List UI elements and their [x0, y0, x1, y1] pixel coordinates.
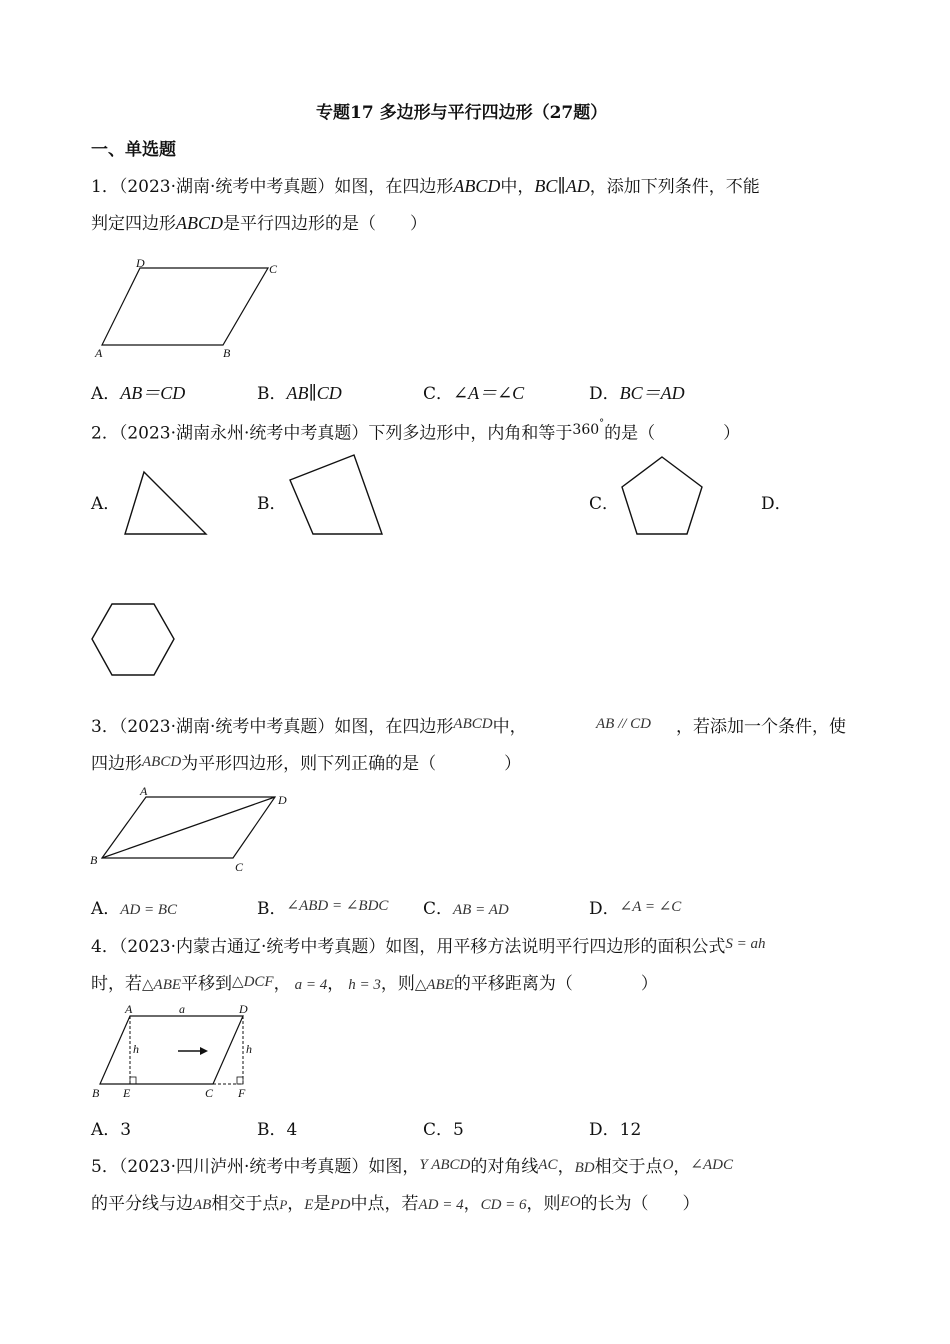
q3-label-b: B — [90, 853, 98, 867]
q4-option-b[interactable] — [257, 1119, 297, 1141]
q4-option-d[interactable] — [589, 1119, 641, 1141]
q1-quad: ABCD — [176, 213, 223, 233]
q5-text: ， — [287, 1194, 305, 1214]
q4-text: 的平移距离为（ ） — [453, 974, 658, 994]
option-letter: D． — [589, 1120, 620, 1140]
page-title: 专题17 多边形与平行四边形（27题） — [316, 103, 608, 123]
q5-ad: AD = 4 — [418, 1197, 464, 1213]
q3-text: 如图，在四边形 — [334, 717, 454, 737]
q4-number: 4． — [91, 937, 119, 957]
q2-quadrilateral — [285, 450, 390, 540]
option-text: 5 — [453, 1120, 464, 1140]
q5-text: 相交于点 — [594, 1157, 663, 1177]
q4-label-b: B — [92, 1086, 100, 1100]
q1-source: （2023·湖南·统考中考真题） — [118, 177, 335, 197]
q4-text: 平移到 — [181, 974, 233, 994]
q2-number: 2． — [91, 423, 119, 444]
q4-label-d: D — [239, 1002, 248, 1016]
option-letter: A． — [91, 384, 121, 404]
q2-source: （2023·湖南永州·统考中考真题） — [118, 423, 369, 444]
q5-line1 — [91, 1156, 733, 1179]
q5-o: O — [662, 1157, 674, 1173]
q4-label-e: E — [123, 1086, 131, 1100]
q1-text: 中， — [500, 177, 535, 197]
option-text: AB∥CD — [286, 383, 342, 403]
q1-text: ，添加下列条件，不能 — [589, 177, 760, 197]
q2-pentagon — [617, 452, 707, 538]
q3-number: 3． — [91, 717, 119, 737]
q3-quad: ABCD — [453, 716, 493, 732]
q3-text: 中， — [492, 717, 527, 737]
section-heading: 一、单选题 — [91, 140, 176, 160]
q2-option-a[interactable]: A． — [91, 494, 121, 514]
q4-label-h-left: h — [133, 1042, 139, 1056]
option-letter: D． — [589, 384, 620, 404]
pentagon-shape — [622, 457, 702, 534]
q5-text: 如图， — [368, 1157, 420, 1177]
q5-text: 的平分线与边 — [91, 1194, 193, 1214]
q3-option-a[interactable] — [91, 898, 177, 921]
q1-parallelogram — [102, 268, 268, 345]
q2-option-d[interactable]: D． — [761, 494, 792, 514]
q1-label-d: D — [136, 256, 145, 270]
option-letter: A． — [91, 899, 121, 919]
q4-triangle-abe: △ABE — [414, 977, 454, 993]
option-letter: D． — [589, 899, 620, 919]
q2-degree-value: 360 — [572, 421, 600, 438]
q3-diagonal-bd — [102, 797, 275, 858]
q4-label-c: C — [205, 1086, 214, 1100]
q1-label-a: A — [95, 346, 103, 360]
q5-pd: PD — [330, 1197, 351, 1213]
q4-label-a: A — [125, 1002, 133, 1016]
q5-text: ， — [557, 1157, 575, 1177]
q3-option-c[interactable] — [423, 898, 509, 921]
q5-e: E — [304, 1197, 314, 1213]
q4-arrow-head — [200, 1047, 208, 1055]
q5-quad: Y ABCD — [419, 1157, 471, 1173]
option-text: 3 — [120, 1120, 132, 1140]
q4-right-angle-e — [130, 1077, 136, 1084]
q1-line1 — [91, 175, 760, 198]
q3-quad: ABCD — [142, 754, 182, 770]
q1-figure — [90, 255, 290, 365]
q1-option-d[interactable] — [589, 382, 685, 405]
q2-triangle — [120, 468, 210, 538]
hexagon-shape — [92, 604, 174, 675]
q3-figure — [88, 782, 308, 877]
q3-text: 为平形四边形，则下列正确的是（ ） — [181, 754, 522, 774]
option-letter: C． — [423, 384, 454, 404]
q4-text: 时，若 — [91, 974, 142, 994]
q5-text: 是 — [313, 1194, 331, 1214]
q4-right-angle-f — [237, 1077, 243, 1084]
q5-text: 相交于点 — [211, 1194, 280, 1214]
q4-source: （2023·内蒙古通辽·统考中考真题） — [118, 937, 386, 957]
q2-hexagon — [88, 600, 178, 680]
q3-line1-end: ，若添加一个条件，使 — [676, 717, 846, 737]
q5-angle: ∠ADC — [690, 1157, 733, 1173]
q3-label-d: D — [278, 793, 287, 807]
q1-number: 1． — [91, 177, 119, 197]
q4-label-f: F — [238, 1086, 246, 1100]
q2-option-b[interactable]: B． — [257, 494, 287, 514]
q4-triangle-dcf: △DCF — [232, 974, 274, 990]
q3-label-a: A — [140, 784, 148, 798]
q1-text: 如图，在四边形 — [334, 177, 454, 197]
q1-text: 是平行四边形的是（ ） — [223, 214, 427, 234]
option-text: BC＝AD — [619, 383, 685, 403]
q4-h-value: h = 3 — [348, 977, 381, 993]
q1-condition: BC∥AD — [534, 176, 590, 196]
q3-condition — [596, 712, 651, 735]
option-text: AD = BC — [120, 902, 178, 918]
option-letter: B． — [257, 384, 287, 404]
q4-a-value: a = 4 — [294, 977, 328, 993]
q1-quad: ABCD — [453, 176, 501, 196]
q1-option-a[interactable] — [91, 382, 185, 405]
q4-formula: S = ah — [725, 936, 766, 952]
q4-text: ， — [327, 974, 345, 994]
q4-line1 — [91, 936, 766, 959]
q2-text: 下列多边形中，内角和等于 — [368, 423, 573, 444]
q3-source: （2023·湖南·统考中考真题） — [118, 717, 335, 737]
option-text: 12 — [619, 1120, 642, 1140]
option-letter: B． — [257, 1120, 287, 1140]
q5-text: ，则 — [526, 1194, 561, 1214]
q4-label-h-right: h — [246, 1042, 252, 1056]
q4-option-a[interactable] — [91, 1119, 131, 1141]
q5-text: 中点，若 — [350, 1194, 419, 1214]
q2-text: 的是（ ） — [604, 423, 741, 444]
q4-triangle-abe: △ABE — [142, 977, 182, 993]
q4-text: ，则 — [380, 974, 415, 994]
q3-condition-text: AB // CD — [596, 716, 651, 732]
q3-line2 — [91, 753, 521, 776]
q1-option-b[interactable] — [257, 382, 342, 405]
option-text: AB＝CD — [120, 383, 186, 403]
q1-line2 — [91, 212, 427, 235]
option-text: AB = AD — [453, 902, 509, 918]
q5-p: P — [279, 1197, 288, 1212]
option-text: 4 — [286, 1120, 298, 1140]
q5-ac: AC — [538, 1157, 558, 1173]
q4-parallelogram — [100, 1016, 243, 1084]
q5-line2 — [91, 1193, 700, 1216]
option-text: ∠A = ∠C — [619, 899, 682, 915]
q5-bd: BD — [574, 1160, 595, 1176]
q5-ab: AB — [193, 1197, 212, 1213]
q3-option-b[interactable] — [257, 898, 388, 921]
q1-text: 判定四边形 — [91, 214, 176, 234]
q4-option-c[interactable] — [423, 1119, 464, 1141]
q4-figure — [88, 1003, 268, 1103]
quadrilateral-shape — [290, 455, 382, 534]
option-letter: B． — [257, 899, 287, 919]
option-text: ∠A＝∠C — [453, 383, 525, 403]
option-text: ∠ABD = ∠BDC — [286, 898, 389, 914]
q1-label-c: C — [269, 262, 278, 276]
q5-cd: CD = 6 — [480, 1197, 527, 1213]
q1-option-c[interactable] — [423, 382, 524, 405]
q3-line1 — [91, 716, 527, 739]
q4-line2 — [91, 973, 658, 996]
q2-option-c[interactable]: C． — [589, 494, 620, 514]
q5-eo: EO — [560, 1194, 581, 1210]
q4-label-a-side: a — [179, 1002, 185, 1016]
q5-text: 的对角线 — [470, 1157, 539, 1177]
option-letter: A． — [91, 1120, 121, 1140]
q1-label-b: B — [223, 346, 231, 360]
q5-text: ， — [673, 1157, 691, 1177]
q4-text: ， — [273, 974, 291, 994]
option-letter: C． — [423, 1120, 454, 1140]
q3-text: 四边形 — [91, 754, 142, 774]
option-letter: C． — [423, 899, 454, 919]
q5-number: 5． — [91, 1157, 119, 1177]
q2-line1 — [91, 419, 740, 446]
triangle-shape — [125, 472, 206, 534]
q3-option-d[interactable] — [589, 898, 681, 921]
q4-text: 如图，用平移方法说明平行四边形的面积公式 — [385, 937, 726, 957]
q2-degree-symbol: ° — [599, 418, 605, 429]
q5-text: ， — [463, 1194, 481, 1214]
q5-text: 的长为（ ） — [580, 1194, 700, 1214]
q3-label-c: C — [235, 860, 244, 874]
q5-source: （2023·四川泸州·统考中考真题） — [118, 1157, 369, 1177]
